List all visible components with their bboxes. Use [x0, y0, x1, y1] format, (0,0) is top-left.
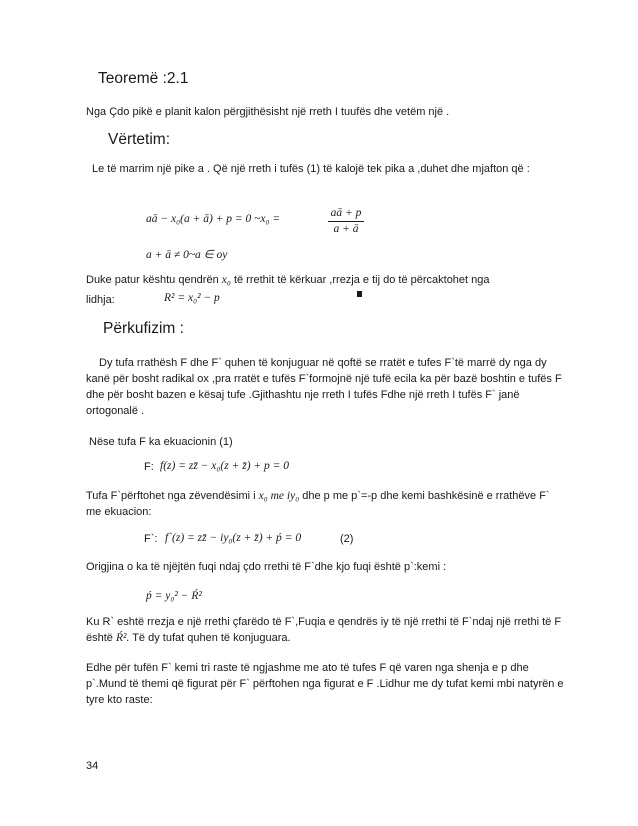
equation-f2-number: (2): [340, 533, 354, 545]
equation-f-label: F:: [144, 461, 154, 473]
radius-text-end: Të dy tufat quhen të konjuguara.: [132, 632, 291, 644]
theorem-statement: Nga Çdo pikë e planit kalon përgjithësisht një rreth I tuufës dhe vetëm një .: [86, 106, 450, 118]
center-text-start: Duke patur kështu qendrën: [86, 274, 219, 286]
center-sentence: [86, 272, 566, 288]
radius-text-start: Ku R` eshtë rrezja e një rrethi çfarëdo të F`,Fuqia e qendrës iy të një rrethi të F`ndaj një rrethi të F është: [86, 616, 562, 644]
radius-symbol: Ŕ².: [115, 632, 130, 644]
relation-label: lidhja:: [86, 294, 115, 306]
if-sentence: Nëse tufa F ka ekuacionin (1): [89, 436, 233, 448]
equation-x0-fraction: [328, 207, 364, 236]
proof-paragraph: Le të marrim një pike a . Që një rreth i tufës (1) të kalojë tek pika a ,duhet dhe mjafton që :: [92, 163, 530, 175]
theorem-title: Teoremë :2.1: [98, 70, 189, 87]
center-text-end: të rrethit të kërkuar ,rrezja e tij do të përcaktohet nga: [233, 274, 490, 286]
power-equation: ṕ = y₀² − Ŕ²: [146, 590, 202, 602]
tufa-text-end: dhe p me p`=-p dhe kemi bashkësinë e rrathëve F` me ekuacion:: [86, 490, 550, 518]
equation-f2: f`(z) = zz̄ − iy₀(z + z̄) + ṕ = 0: [165, 532, 302, 544]
tufa-text-start: Tufa F`përftohet nga zëvendësimi i: [86, 490, 256, 502]
origin-sentence: Origjina o ka të njëjtën fuqi ndaj çdo rrethi të F`dhe kjo fuqi është p`:kemi :: [86, 561, 447, 573]
proof-title: Vërtetim:: [108, 131, 171, 148]
page-number: 34: [86, 760, 99, 772]
center-variable: x₀: [221, 274, 231, 286]
definition-title: Përkufizim :: [103, 320, 184, 337]
equation-f2-label: F`:: [144, 533, 158, 545]
equation-x0: aā − x₀(a + ā) + p = 0 ~x₀ =: [146, 213, 281, 225]
definition-paragraph: Dy tufa rrathësh F dhe F` quhen të konjuguar në qoftë se rratët e tufes F`të marrë dy nga dy kanë për bosht radikal ox ,pra rratët e tufës F`formojnë një tufë ecila ka për bazë boshtin e tufës F dhe për bosht bazen e kësaj tufe .Gjithashtu nje rreth I tufës Fdhe një rreth I tufës F` janë ortogonalë .: [86, 357, 562, 417]
fraction-denominator: a + ā: [333, 223, 359, 235]
equation-condition: a + ā ≠ 0~a ∈ oy: [146, 249, 228, 261]
tufa-paragraph: [86, 488, 566, 520]
tufa-substitution: x₀ me iy₀: [258, 490, 300, 502]
radius-paragraph: [86, 614, 566, 646]
fraction-numerator: aā + p: [328, 207, 364, 222]
cases-paragraph: Edhe për tufën F` kemi tri raste të ngjashme me ato të tufes F që varen nga shenja e p dhe p`.Mund të themi që figurat për F` përftohen nga figurat e F .Lidhur me dy tufat kemi mbi natyrën e tyre kto raste:: [86, 662, 564, 706]
equation-f: f(z) = zz̄ − x₀(z + z̄) + p = 0: [160, 460, 290, 472]
qed-mark: [357, 291, 362, 297]
radius-relation: R² = x₀² − p: [164, 292, 220, 304]
